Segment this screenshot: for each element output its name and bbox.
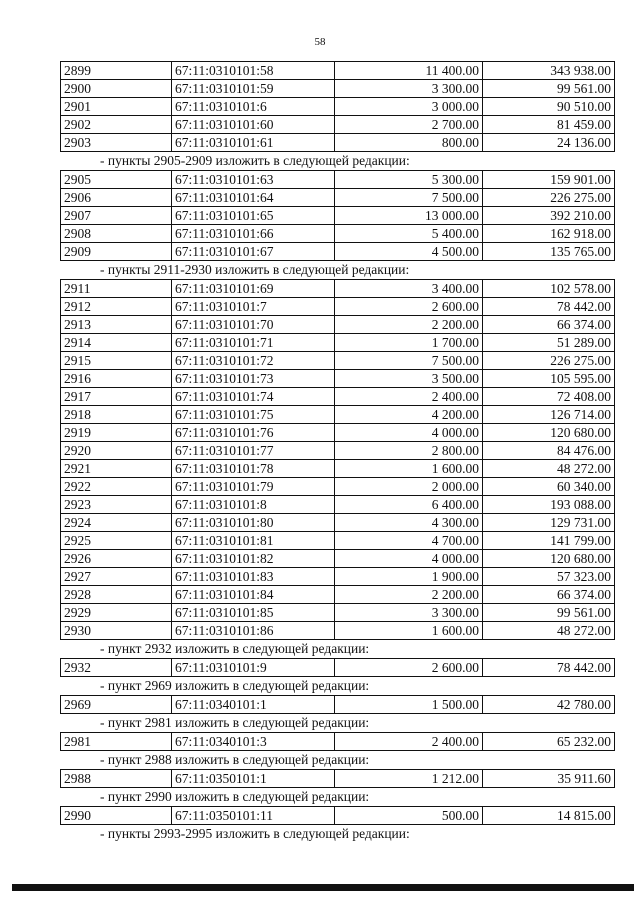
table-row <box>61 568 615 586</box>
value-cell: 60 340.00 <box>483 478 615 496</box>
table-row <box>61 442 615 460</box>
area-cell: 3 000.00 <box>335 98 483 116</box>
table-row <box>61 424 615 442</box>
item-number-cell: 2926 <box>61 550 172 568</box>
item-number-cell: 2930 <box>61 622 172 640</box>
table-row <box>61 370 615 388</box>
amendment-note: - пункты 2905-2909 изложить в следующей редакции: <box>100 153 410 168</box>
area-cell: 3 300.00 <box>335 80 483 98</box>
value-cell: 48 272.00 <box>483 460 615 478</box>
area-cell: 13 000.00 <box>335 207 483 225</box>
value-cell: 84 476.00 <box>483 442 615 460</box>
area-cell: 800.00 <box>335 134 483 152</box>
cadastral-number-cell: 67:11:0310101:70 <box>172 316 335 334</box>
item-number-cell: 2908 <box>61 225 172 243</box>
table-row <box>61 98 615 116</box>
table-row <box>61 550 615 568</box>
area-cell: 7 500.00 <box>335 352 483 370</box>
land-plot-table <box>60 658 615 677</box>
bottom-rule <box>12 884 634 891</box>
area-cell: 4 700.00 <box>335 532 483 550</box>
table-row <box>61 514 615 532</box>
item-number-cell: 2928 <box>61 586 172 604</box>
cadastral-number-cell: 67:11:0310101:6 <box>172 98 335 116</box>
cadastral-number-cell: 67:11:0310101:79 <box>172 478 335 496</box>
area-cell: 3 400.00 <box>335 280 483 298</box>
area-cell: 5 300.00 <box>335 171 483 189</box>
table-row <box>61 532 615 550</box>
table-row <box>61 116 615 134</box>
value-cell: 120 680.00 <box>483 424 615 442</box>
table-row <box>61 733 615 751</box>
value-cell: 57 323.00 <box>483 568 615 586</box>
table-row <box>61 316 615 334</box>
cadastral-number-cell: 67:11:0310101:76 <box>172 424 335 442</box>
table-row <box>61 586 615 604</box>
item-number-cell: 2900 <box>61 80 172 98</box>
cadastral-number-cell: 67:11:0310101:69 <box>172 280 335 298</box>
cadastral-number-cell: 67:11:0310101:60 <box>172 116 335 134</box>
value-cell: 24 136.00 <box>483 134 615 152</box>
cadastral-number-cell: 67:11:0310101:59 <box>172 80 335 98</box>
value-cell: 99 561.00 <box>483 604 615 622</box>
table-row <box>61 496 615 514</box>
table-row <box>61 604 615 622</box>
item-number-cell: 2911 <box>61 280 172 298</box>
area-cell: 4 000.00 <box>335 550 483 568</box>
land-plot-table <box>60 279 615 640</box>
item-number-cell: 2988 <box>61 770 172 788</box>
value-cell: 120 680.00 <box>483 550 615 568</box>
area-cell: 2 200.00 <box>335 316 483 334</box>
cadastral-number-cell: 67:11:0310101:8 <box>172 496 335 514</box>
value-cell: 66 374.00 <box>483 586 615 604</box>
item-number-cell: 2929 <box>61 604 172 622</box>
cadastral-number-cell: 67:11:0310101:66 <box>172 225 335 243</box>
area-cell: 500.00 <box>335 807 483 825</box>
item-number-cell: 2919 <box>61 424 172 442</box>
land-plot-table <box>60 769 615 788</box>
area-cell: 2 600.00 <box>335 298 483 316</box>
area-cell: 3 300.00 <box>335 604 483 622</box>
value-cell: 51 289.00 <box>483 334 615 352</box>
table-row <box>61 171 615 189</box>
area-cell: 2 700.00 <box>335 116 483 134</box>
land-plot-table <box>60 170 615 261</box>
value-cell: 129 731.00 <box>483 514 615 532</box>
value-cell: 126 714.00 <box>483 406 615 424</box>
item-number-cell: 2990 <box>61 807 172 825</box>
cadastral-number-cell: 67:11:0310101:61 <box>172 134 335 152</box>
area-cell: 2 400.00 <box>335 733 483 751</box>
table-row <box>61 388 615 406</box>
cadastral-number-cell: 67:11:0310101:86 <box>172 622 335 640</box>
land-plot-table <box>60 806 615 825</box>
area-cell: 2 200.00 <box>335 586 483 604</box>
table-row <box>61 280 615 298</box>
item-number-cell: 2916 <box>61 370 172 388</box>
amendment-note: - пункт 2981 изложить в следующей редакции: <box>100 715 370 730</box>
value-cell: 35 911.60 <box>483 770 615 788</box>
area-cell: 2 600.00 <box>335 659 483 677</box>
value-cell: 135 765.00 <box>483 243 615 261</box>
item-number-cell: 2906 <box>61 189 172 207</box>
item-number-cell: 2917 <box>61 388 172 406</box>
area-cell: 11 400.00 <box>335 62 483 80</box>
value-cell: 72 408.00 <box>483 388 615 406</box>
table-row <box>61 334 615 352</box>
cadastral-number-cell: 67:11:0310101:84 <box>172 586 335 604</box>
area-cell: 3 500.00 <box>335 370 483 388</box>
cadastral-number-cell: 67:11:0310101:80 <box>172 514 335 532</box>
amendment-note: - пункт 2988 изложить в следующей редакции: <box>100 752 370 767</box>
cadastral-number-cell: 67:11:0310101:83 <box>172 568 335 586</box>
area-cell: 2 800.00 <box>335 442 483 460</box>
value-cell: 14 815.00 <box>483 807 615 825</box>
cadastral-number-cell: 67:11:0310101:58 <box>172 62 335 80</box>
cadastral-number-cell: 67:11:0310101:9 <box>172 659 335 677</box>
table-row <box>61 352 615 370</box>
value-cell: 99 561.00 <box>483 80 615 98</box>
document-body <box>60 61 612 843</box>
item-number-cell: 2932 <box>61 659 172 677</box>
cadastral-number-cell: 67:11:0310101:71 <box>172 334 335 352</box>
item-number-cell: 2969 <box>61 696 172 714</box>
value-cell: 81 459.00 <box>483 116 615 134</box>
item-number-cell: 2907 <box>61 207 172 225</box>
cadastral-number-cell: 67:11:0310101:74 <box>172 388 335 406</box>
area-cell: 4 000.00 <box>335 424 483 442</box>
cadastral-number-cell: 67:11:0310101:67 <box>172 243 335 261</box>
item-number-cell: 2915 <box>61 352 172 370</box>
land-plot-table <box>60 695 615 714</box>
value-cell: 226 275.00 <box>483 189 615 207</box>
table-row <box>61 659 615 677</box>
value-cell: 162 918.00 <box>483 225 615 243</box>
cadastral-number-cell: 67:11:0310101:82 <box>172 550 335 568</box>
area-cell: 1 500.00 <box>335 696 483 714</box>
cadastral-number-cell: 67:11:0310101:65 <box>172 207 335 225</box>
value-cell: 102 578.00 <box>483 280 615 298</box>
cadastral-number-cell: 67:11:0310101:63 <box>172 171 335 189</box>
area-cell: 7 500.00 <box>335 189 483 207</box>
item-number-cell: 2923 <box>61 496 172 514</box>
item-number-cell: 2981 <box>61 733 172 751</box>
area-cell: 4 200.00 <box>335 406 483 424</box>
amendment-note: - пункт 2990 изложить в следующей редакции: <box>100 789 370 804</box>
area-cell: 4 500.00 <box>335 243 483 261</box>
table-row <box>61 298 615 316</box>
item-number-cell: 2912 <box>61 298 172 316</box>
amendment-note: - пункты 2911-2930 изложить в следующей редакции: <box>100 262 410 277</box>
cadastral-number-cell: 67:11:0340101:3 <box>172 733 335 751</box>
item-number-cell: 2905 <box>61 171 172 189</box>
area-cell: 1 212.00 <box>335 770 483 788</box>
page-number: 58 <box>314 36 326 48</box>
area-cell: 1 700.00 <box>335 334 483 352</box>
area-cell: 2 400.00 <box>335 388 483 406</box>
table-row <box>61 460 615 478</box>
land-plot-table <box>60 732 615 751</box>
value-cell: 141 799.00 <box>483 532 615 550</box>
land-plot-table <box>60 61 615 152</box>
item-number-cell: 2902 <box>61 116 172 134</box>
table-row <box>61 696 615 714</box>
cadastral-number-cell: 67:11:0310101:75 <box>172 406 335 424</box>
cadastral-number-cell: 67:11:0310101:77 <box>172 442 335 460</box>
value-cell: 392 210.00 <box>483 207 615 225</box>
table-row <box>61 622 615 640</box>
amendment-note: - пункт 2969 изложить в следующей редакции: <box>100 678 370 693</box>
area-cell: 1 900.00 <box>335 568 483 586</box>
value-cell: 42 780.00 <box>483 696 615 714</box>
area-cell: 2 000.00 <box>335 478 483 496</box>
value-cell: 78 442.00 <box>483 659 615 677</box>
item-number-cell: 2924 <box>61 514 172 532</box>
area-cell: 4 300.00 <box>335 514 483 532</box>
table-row <box>61 62 615 80</box>
table-row <box>61 207 615 225</box>
value-cell: 66 374.00 <box>483 316 615 334</box>
item-number-cell: 2909 <box>61 243 172 261</box>
area-cell: 1 600.00 <box>335 460 483 478</box>
cadastral-number-cell: 67:11:0310101:72 <box>172 352 335 370</box>
cadastral-number-cell: 67:11:0310101:64 <box>172 189 335 207</box>
item-number-cell: 2925 <box>61 532 172 550</box>
cadastral-number-cell: 67:11:0310101:78 <box>172 460 335 478</box>
item-number-cell: 2920 <box>61 442 172 460</box>
table-row <box>61 807 615 825</box>
amendment-note: - пункты 2993-2995 изложить в следующей редакции: <box>100 826 410 841</box>
table-row <box>61 80 615 98</box>
cadastral-number-cell: 67:11:0310101:81 <box>172 532 335 550</box>
table-row <box>61 189 615 207</box>
value-cell: 159 901.00 <box>483 171 615 189</box>
value-cell: 343 938.00 <box>483 62 615 80</box>
area-cell: 6 400.00 <box>335 496 483 514</box>
table-row <box>61 225 615 243</box>
cadastral-number-cell: 67:11:0340101:1 <box>172 696 335 714</box>
cadastral-number-cell: 67:11:0310101:85 <box>172 604 335 622</box>
cadastral-number-cell: 67:11:0350101:1 <box>172 770 335 788</box>
cadastral-number-cell: 67:11:0350101:11 <box>172 807 335 825</box>
table-row <box>61 406 615 424</box>
area-cell: 5 400.00 <box>335 225 483 243</box>
item-number-cell: 2903 <box>61 134 172 152</box>
table-row <box>61 243 615 261</box>
item-number-cell: 2901 <box>61 98 172 116</box>
value-cell: 193 088.00 <box>483 496 615 514</box>
table-row <box>61 134 615 152</box>
table-row <box>61 770 615 788</box>
item-number-cell: 2922 <box>61 478 172 496</box>
value-cell: 78 442.00 <box>483 298 615 316</box>
value-cell: 65 232.00 <box>483 733 615 751</box>
area-cell: 1 600.00 <box>335 622 483 640</box>
value-cell: 105 595.00 <box>483 370 615 388</box>
item-number-cell: 2927 <box>61 568 172 586</box>
item-number-cell: 2914 <box>61 334 172 352</box>
amendment-note: - пункт 2932 изложить в следующей редакции: <box>100 641 370 656</box>
value-cell: 48 272.00 <box>483 622 615 640</box>
cadastral-number-cell: 67:11:0310101:7 <box>172 298 335 316</box>
item-number-cell: 2913 <box>61 316 172 334</box>
item-number-cell: 2899 <box>61 62 172 80</box>
item-number-cell: 2918 <box>61 406 172 424</box>
value-cell: 90 510.00 <box>483 98 615 116</box>
value-cell: 226 275.00 <box>483 352 615 370</box>
cadastral-number-cell: 67:11:0310101:73 <box>172 370 335 388</box>
item-number-cell: 2921 <box>61 460 172 478</box>
table-row <box>61 478 615 496</box>
